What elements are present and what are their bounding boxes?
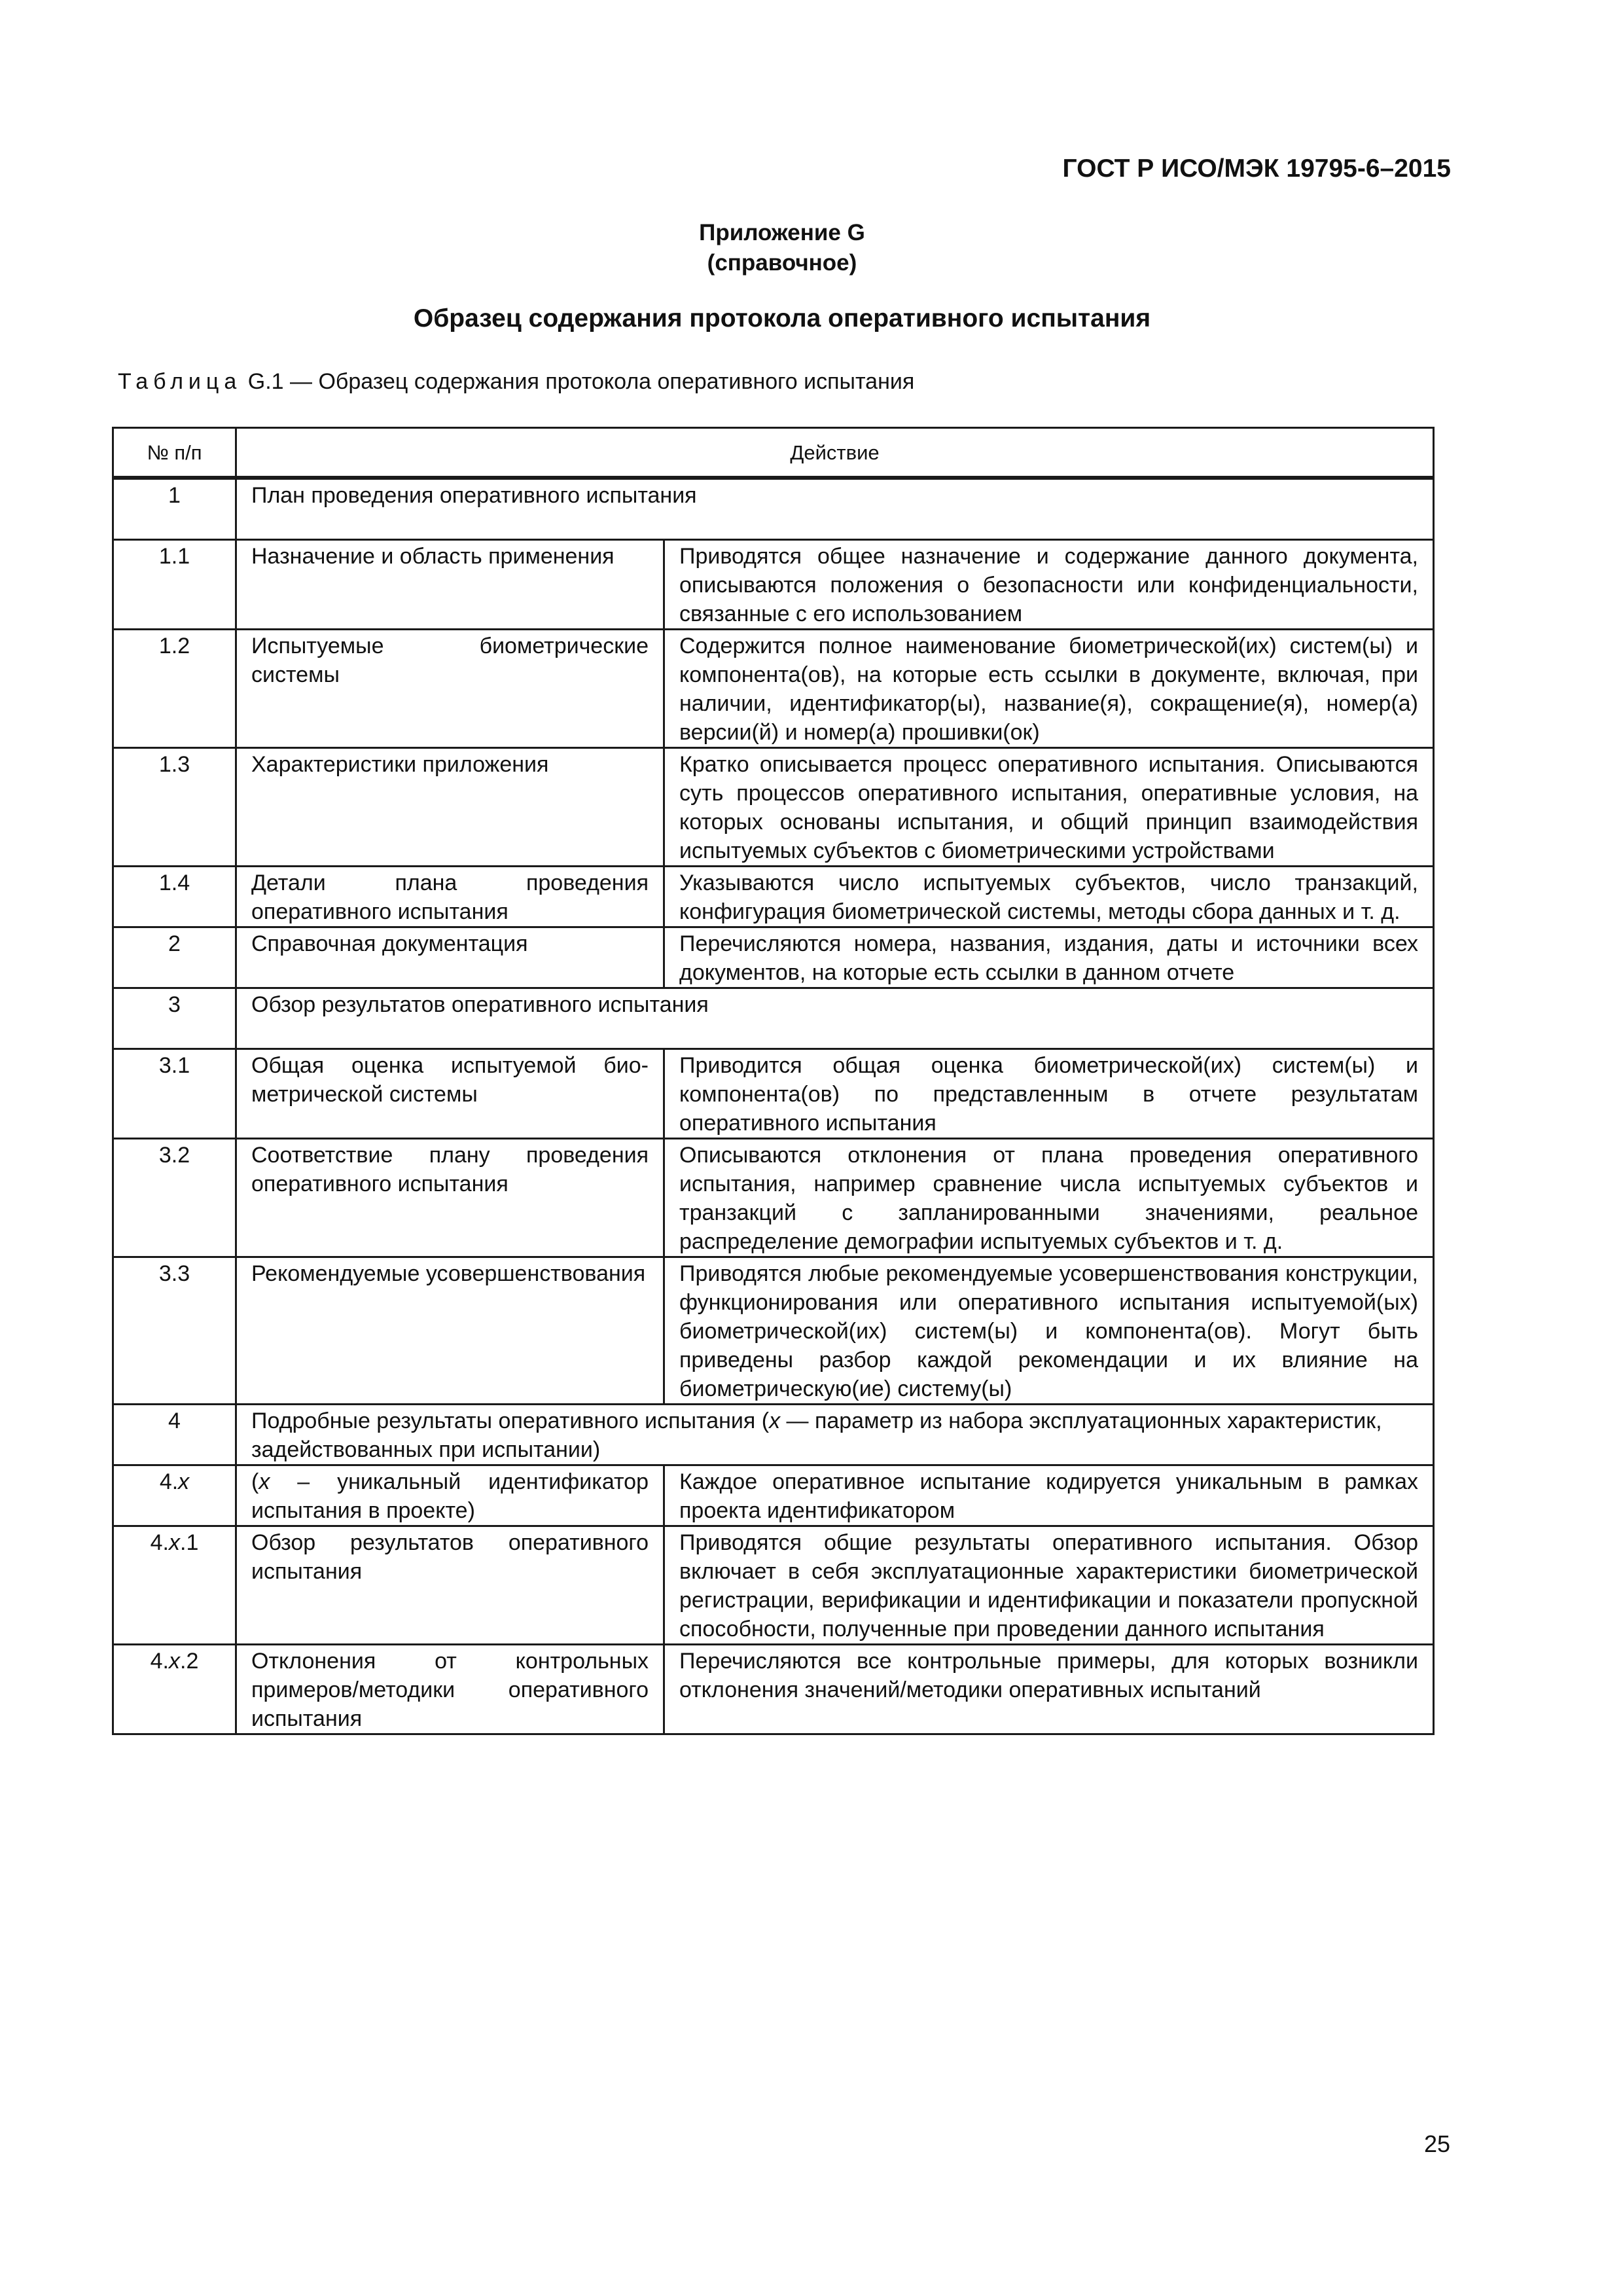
item-name: Соответствие плану проведения оперативного испытания [236, 1139, 664, 1257]
row-number: 3.3 [113, 1257, 236, 1405]
section-text-start: Подробные результаты оперативного испытания ( [251, 1408, 770, 1433]
variable-x: x [769, 1408, 781, 1433]
item-name: Общая оценка испытуемой биометрической системы [236, 1049, 664, 1139]
item-name-open: ( [251, 1469, 259, 1494]
row-number: 3.1 [113, 1049, 236, 1139]
item-description: Приводятся общее назначение и содержание данного документа, описываются положения о безопасности или конфиденциальности, связанные с его использованием [664, 540, 1434, 630]
item-description: Каждое оперативное испытание кодируется уникальным в рамках проекта идентификатором [664, 1465, 1434, 1526]
table-row [113, 1645, 1434, 1734]
item-description: Указываются число испытуемых субъектов, число транзакций, конфигурация биометрической системы, методы сбора данных и т. д. [664, 867, 1434, 927]
item-description: Описываются отклонения от плана проведения оперативного испытания, например сравнение числа испытуемых субъектов и транзакций с запланированными значениями, реальное распределение демографии испытуемых субъектов и т. д. [664, 1139, 1434, 1257]
row-number-prefix: 4. [159, 1469, 179, 1494]
document-code: ГОСТ Р ИСО/МЭК 19795-6–2015 [1062, 154, 1451, 183]
row-number: 1.4 [113, 867, 236, 927]
row-number-prefix: 4. [150, 1530, 169, 1555]
row-number-prefix: 4. [150, 1649, 169, 1674]
table-caption-text: G.1 — Образец содержания протокола оперативного испытания [241, 369, 915, 394]
row-number-suffix: .2 [180, 1649, 199, 1674]
item-name-rest: – уникальный идентификатор испытания в проекте) [251, 1469, 649, 1523]
item-description: Содержится полное наименование биометрической(их) систем(ы) и компонента(ов), на которые есть ссылки в документе, включая, при наличии, идентификатор(ы), название(я), сокращение(я), номер(а) версии(й) и номер(а) прошивки(ок) [664, 630, 1434, 748]
row-number [113, 1526, 236, 1645]
table-caption-label: Таблица [118, 369, 242, 394]
variable-x: x [169, 1530, 180, 1555]
row-number: 4 [113, 1405, 236, 1465]
table-row [113, 1405, 1434, 1465]
page-title: Образец содержания протокола оперативного испытания [413, 304, 1151, 332]
appendix-title: Приложение G [699, 220, 865, 245]
row-number [113, 1465, 236, 1526]
header-action: Действие [236, 428, 1434, 478]
item-name: Обзор результатов оперативного испытания [236, 1526, 664, 1645]
variable-x: x [178, 1469, 190, 1494]
table-row [113, 1139, 1434, 1257]
item-name: Отклонения от контрольных примеров/методики оперативного испытания [236, 1645, 664, 1734]
section-text: План проведения оперативного испытания [236, 478, 1434, 540]
page-number: 25 [1423, 2130, 1450, 2157]
row-number: 1 [113, 478, 236, 540]
table-header-row [113, 428, 1434, 478]
item-name: Детали плана проведения оперативного испытания [236, 867, 664, 927]
section-text-end: — параметр из набора эксплуатационных характеристик, задействованных при испытании) [251, 1408, 1382, 1462]
item-description: Перечисляются номера, названия, издания, даты и источники всех документов, на которые есть ссылки в данном отчете [664, 927, 1434, 988]
table-caption [118, 369, 914, 395]
row-number: 1.1 [113, 540, 236, 630]
appendix-heading [0, 218, 1564, 278]
row-number: 3.2 [113, 1139, 236, 1257]
item-description: Кратко описывается процесс оперативного испытания. Описываются суть процессов оперативного испытания, оперативные условия, на которых основаны испытания, и общий принцип взаимодействия испытуемых субъектов с биометрическими устройствами [664, 748, 1434, 867]
variable-x: x [259, 1469, 270, 1494]
item-description: Перечисляются все контрольные примеры, для которых возникли отклонения значений/методики оперативных испытаний [664, 1645, 1434, 1734]
table-row [113, 1049, 1434, 1139]
item-name: Справочная документация [236, 927, 664, 988]
row-number-suffix: .1 [180, 1530, 199, 1555]
header-num: № п/п [113, 428, 236, 478]
table-row [113, 748, 1434, 867]
item-name: Рекомендуемые усовершенствования [236, 1257, 664, 1405]
item-name: Испытуемые биометрические системы [236, 630, 664, 748]
protocol-table [112, 427, 1435, 1735]
table-row [113, 478, 1434, 540]
item-name: Характеристики приложения [236, 748, 664, 867]
table-row [113, 988, 1434, 1049]
table-row [113, 867, 1434, 927]
variable-x: x [169, 1649, 180, 1674]
row-number: 1.3 [113, 748, 236, 867]
row-number: 3 [113, 988, 236, 1049]
appendix-subtitle: (справочное) [707, 250, 857, 276]
table-row [113, 630, 1434, 748]
table-row [113, 1257, 1434, 1405]
section-text: Обзор результатов оперативного испытания [236, 988, 1434, 1049]
item-description: Приводятся любые рекомендуемые усовершенствования конструкции, функционирования или оперативного испытания испытуемой(ых) биометрической(их) систем(ы) и компонента(ов). Могут быть приведены разбор каждой рекомендации и их влияние на биометрическую(ие) систему(ы) [664, 1257, 1434, 1405]
table-row [113, 1526, 1434, 1645]
table-row [113, 540, 1434, 630]
item-name: Назначение и область применения [236, 540, 664, 630]
row-number: 1.2 [113, 630, 236, 748]
item-description: Приводятся общие результаты оперативного испытания. Обзор включает в себя эксплуатационные характеристики биометрической регистрации, верификации и идентификации и показатели пропускной способности, полученные при проведении данного испытания [664, 1526, 1434, 1645]
row-number: 2 [113, 927, 236, 988]
table-row [113, 927, 1434, 988]
section-text [236, 1405, 1434, 1465]
item-description: Приводится общая оценка биометрической(их) систем(ы) и компонента(ов) по представленным в отчете результатам оперативного испытания [664, 1049, 1434, 1139]
table-row [113, 1465, 1434, 1526]
item-name [236, 1465, 664, 1526]
row-number [113, 1645, 236, 1734]
